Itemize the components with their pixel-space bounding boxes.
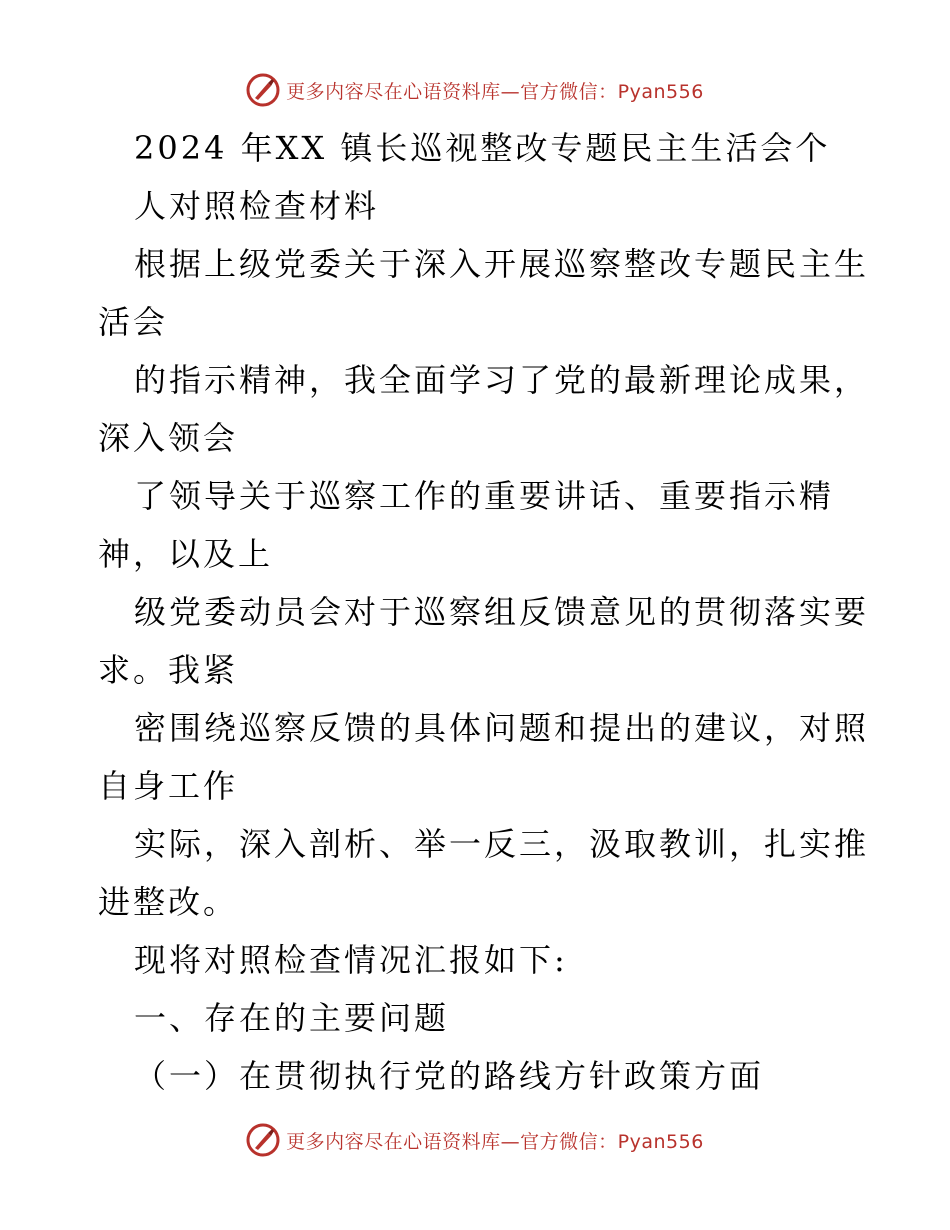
subsection-heading: （一）在贯彻执行党的路线方针政策方面 (134, 1057, 765, 1095)
watermark-text: 更多内容尽在心语资料库—官方微信：Pyan556 (286, 80, 704, 103)
document-title-line-2: 人对照检查材料 (134, 187, 380, 225)
paragraph-line: 密围绕巡察反馈的具体问题和提出的建议，对照 (134, 709, 870, 747)
paragraph-line: 求。我紧 (98, 651, 239, 689)
watermark-header (0, 70, 950, 110)
paragraph-line: 进整改。 (98, 883, 239, 921)
paragraph-line: 根据上级党委关于深入开展巡察整改专题民主生 (134, 245, 870, 283)
paragraph-line: 自身工作 (98, 767, 239, 805)
paragraph-line: 活会 (98, 303, 169, 341)
watermark-text: 更多内容尽在心语资料库—官方微信：Pyan556 (286, 1130, 704, 1153)
paragraph-line: 的指示精神，我全面学习了党的最新理论成果， (134, 361, 870, 399)
paragraph-line: 了领导关于巡察工作的重要讲话、重要指示精 (134, 477, 835, 515)
paragraph-line: 神，以及上 (98, 535, 274, 573)
paragraph-line: 级党委动员会对于巡察组反馈意见的贯彻落实要 (134, 593, 870, 631)
document-title-line-1: 2024 年XX 镇长巡视整改专题民主生活会个 (134, 129, 831, 167)
pen-logo-icon (246, 1123, 280, 1157)
pen-logo-icon (246, 73, 280, 107)
section-heading: 一、存在的主要问题 (134, 999, 450, 1037)
paragraph-line: 实际，深入剖析、举一反三，汲取教训，扎实推 (134, 825, 870, 863)
paragraph-line: 现将对照检查情况汇报如下: (134, 941, 568, 979)
watermark-footer (0, 1120, 950, 1160)
paragraph-line: 深入领会 (98, 419, 239, 457)
